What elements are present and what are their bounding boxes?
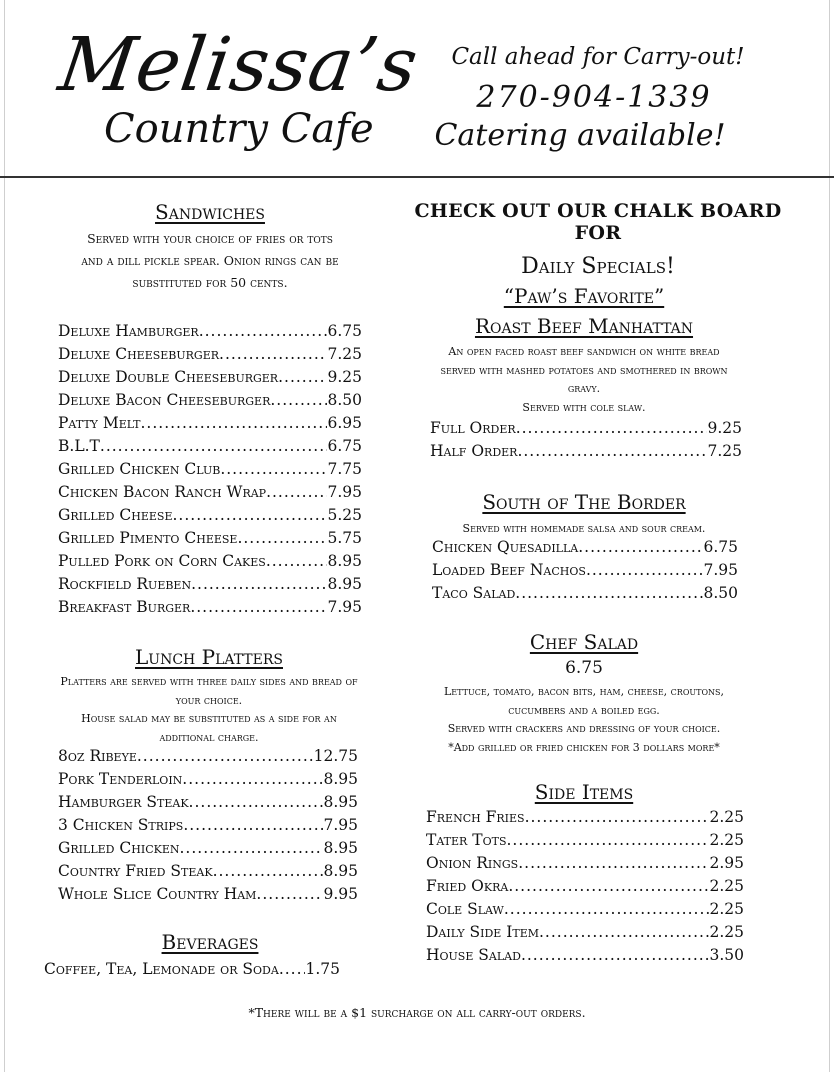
- list-item: Cole Slaw ..... 2.25: [426, 898, 744, 921]
- list-item: Deluxe Hamburger ..... 6.75: [58, 320, 362, 343]
- beverages-list: [44, 958, 340, 981]
- lunch-platters-section: [38, 645, 380, 747]
- list-item: Half Order ..... 7.25: [430, 440, 742, 463]
- list-item: Rockfield Rueben ..... 8.95: [58, 573, 362, 596]
- lunch-platters-note-1: Platters are served with three daily sides and bread of: [60, 675, 358, 688]
- list-item: Deluxe Cheeseburger ..... 7.25: [58, 343, 362, 366]
- sandwiches-note-3: substituted for 50 cents.: [132, 275, 288, 290]
- list-item: Country Fried Steak ..... 8.95: [58, 860, 358, 883]
- south-border-section: [398, 490, 770, 539]
- chef-salad-note-1: Lettuce, tomato, bacon bits, ham, cheese, croutons,: [443, 685, 724, 698]
- specials-section: [398, 200, 798, 279]
- list-item: Fried Okra ..... 2.25: [426, 875, 744, 898]
- specials-line-1: CHECK OUT OUR CHALK BOARD FOR: [414, 200, 782, 244]
- list-item: Taco Salad ..... 8.50: [432, 582, 738, 605]
- list-item: Chicken Bacon Ranch Wrap ..... 7.95: [58, 481, 362, 504]
- specials-line-2: Daily Specials!: [521, 254, 675, 279]
- paws-note-1: An open faced roast beef sandwich on white bread: [448, 345, 720, 358]
- cafe-title: Melissa’s: [53, 22, 424, 108]
- list-item: Patty Melt ..... 6.95: [58, 412, 362, 435]
- footer: [0, 1004, 834, 1023]
- list-item: Pulled Pork on Corn Cakes ..... 8.95: [58, 550, 362, 573]
- beverages-section: [40, 930, 380, 954]
- list-item: Grilled Chicken Club ..... 7.75: [58, 458, 362, 481]
- chef-salad-note-3: Served with crackers and dressing of your choice.: [447, 722, 721, 735]
- list-item: Full Order ..... 9.25: [430, 417, 742, 440]
- menu-header: [0, 0, 834, 178]
- south-border-list: [432, 536, 738, 605]
- list-item: B.L.T ..... 6.75: [58, 435, 362, 458]
- sandwiches-note-2: and a dill pickle spear. Onion rings can be: [81, 253, 339, 268]
- list-item: Daily Side Item ..... 2.25: [426, 921, 744, 944]
- sandwiches-heading: Sandwiches: [155, 200, 265, 224]
- paws-favorite-section: [398, 284, 770, 417]
- south-border-heading: South of The Border: [482, 490, 686, 514]
- list-item: 3 Chicken Strips ..... 7.95: [58, 814, 358, 837]
- paws-favorite-heading: “Paw’s Favorite”: [503, 284, 665, 308]
- paws-note-2: served with mashed potatoes and smothered in brown: [440, 363, 728, 377]
- list-item: Coffee, Tea, Lemonade or Soda ..... 1.75: [44, 958, 340, 981]
- list-item: Grilled Pimento Cheese ..... 5.75: [58, 527, 362, 550]
- paws-favorite-list: [430, 417, 742, 463]
- sandwiches-section: [40, 200, 380, 294]
- phone-number: 270-904-1339: [476, 80, 712, 115]
- list-item: Onion Rings ..... 2.95: [426, 852, 744, 875]
- cafe-subtitle: Country Cafe: [104, 106, 374, 152]
- list-item: Breakfast Burger ..... 7.95: [58, 596, 362, 619]
- chef-salad-note-4: *Add grilled or fried chicken for 3 dollars more*: [448, 740, 720, 754]
- list-item: Grilled Chicken ..... 8.95: [58, 837, 358, 860]
- list-item: Pork Tenderloin ..... 8.95: [58, 768, 358, 791]
- paws-note-3: gravy.: [567, 382, 601, 395]
- lunch-platters-note-3: House salad may be substituted as a side for an: [81, 712, 337, 725]
- list-item: Deluxe Bacon Cheeseburger ..... 8.50: [58, 389, 362, 412]
- list-item: Chicken Quesadilla ..... 6.75: [432, 536, 738, 559]
- sandwiches-note-1: Served with your choice of fries or tots: [87, 231, 333, 246]
- beverages-heading: Beverages: [161, 930, 259, 954]
- list-item: Grilled Cheese ..... 5.25: [58, 504, 362, 527]
- catering-text: Catering available!: [434, 118, 726, 153]
- sandwiches-list: [58, 320, 362, 619]
- lunch-platters-heading: Lunch Platters: [135, 645, 283, 669]
- side-items-list: [426, 806, 744, 967]
- roast-beef-heading: Roast Beef Manhattan: [474, 314, 694, 338]
- paws-note-4: Served with cole slaw.: [522, 400, 646, 414]
- chef-salad-price: 6.75: [565, 658, 603, 678]
- lunch-platters-list: [58, 745, 358, 906]
- chef-salad-section: [398, 630, 770, 757]
- side-items-section: [398, 780, 770, 804]
- list-item: House Salad ..... 3.50: [426, 944, 744, 967]
- south-border-note: Served with homemade salsa and sour cream.: [462, 522, 706, 535]
- chef-salad-heading: Chef Salad: [529, 630, 639, 654]
- list-item: French Fries ..... 2.25: [426, 806, 744, 829]
- lunch-platters-note-4: additional charge.: [159, 730, 259, 744]
- lunch-platters-note-2: your choice.: [175, 693, 243, 707]
- list-item: Tater Tots ..... 2.25: [426, 829, 744, 852]
- list-item: Loaded Beef Nachos ..... 7.95: [432, 559, 738, 582]
- call-ahead-text: Call ahead for Carry-out!: [451, 44, 745, 70]
- side-items-heading: Side Items: [534, 780, 634, 804]
- list-item: Whole Slice Country Ham ..... 9.95: [58, 883, 358, 906]
- list-item: Hamburger Steak ..... 8.95: [58, 791, 358, 814]
- list-item: Deluxe Double Cheeseburger ..... 9.25: [58, 366, 362, 389]
- surcharge-note: *There will be a $1 surcharge on all carry-out orders.: [248, 1005, 586, 1020]
- chef-salad-note-2: cucumbers and a boiled egg.: [508, 703, 660, 717]
- list-item: 8oz Ribeye ..... 12.75: [58, 745, 358, 768]
